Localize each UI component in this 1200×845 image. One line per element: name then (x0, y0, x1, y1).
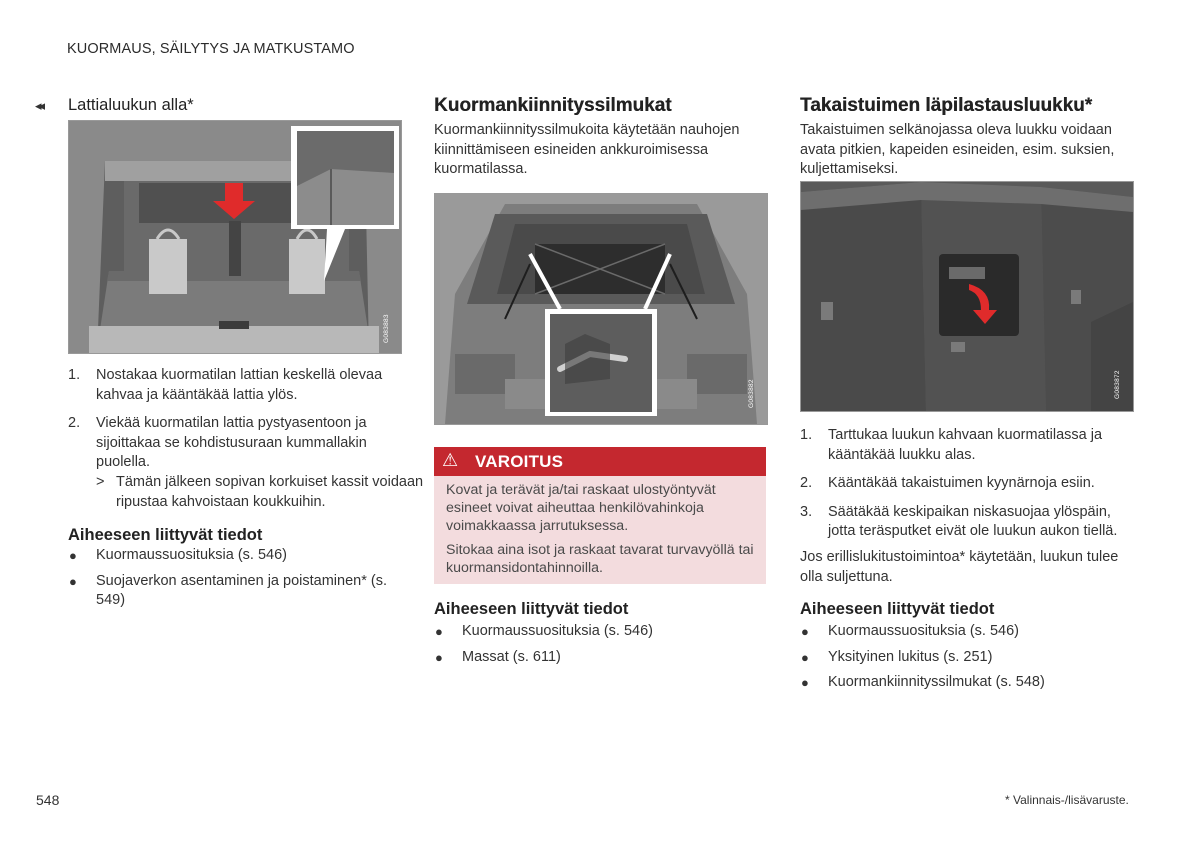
cargo-floor-illustration (69, 121, 401, 353)
bullet-icon: ● (801, 624, 809, 639)
step-result (68, 473, 436, 512)
warning-title: VAROITUS (475, 452, 564, 471)
related-link[interactable]: ● Massat (s. 611) (434, 648, 764, 668)
related-link[interactable]: ● Yksityinen lukitus (s. 251) (800, 648, 1135, 668)
step-text: Nostakaa kuormatilan lattian keskellä olevaa kahvaa ja kääntäkää lattia ylös. (96, 367, 383, 403)
col2-related-list (434, 622, 764, 673)
col1-title: Lattialuukun alla* (68, 96, 194, 114)
page-header: KUORMAUS, SÄILYTYS JA MATKUSTAMO (67, 41, 355, 57)
figure-code: G083872 (1114, 370, 1121, 399)
col1-steps (68, 366, 403, 482)
bullet-icon: ● (69, 548, 77, 563)
warning-body (434, 476, 766, 584)
col3-title: Takaistuimen läpilastausluukku* (800, 95, 1093, 116)
result-text: Tämän jälkeen sopivan korkuiset kassit voidaan ripustaa kahvoistaan koukkuihin. (116, 474, 424, 510)
bullet-icon: ● (435, 649, 443, 665)
col3-steps (800, 426, 1135, 551)
warning-text-2: Sitokaa aina isot ja raskaat tavarat turvavyöllä tai kuormansidontahinnoilla. (446, 542, 754, 576)
bullet-icon: ● (435, 624, 443, 639)
step-item: 2. Viekää kuormatilan lattia pystyasentoon ja sijoittakaa se kohdistusuraan kummallakin puolella. (68, 415, 367, 470)
bullet-icon: ● (69, 573, 77, 589)
related-link[interactable]: ● Kuormaussuosituksia (s. 546) (434, 622, 764, 642)
step-item: 1. Nostakaa kuormatilan lattian keskellä olevaa kahvaa ja kääntäkää lattia ylös. (68, 367, 383, 403)
step-text: Viekää kuormatilan lattia pystyasentoon ja sijoittakaa se kohdistusuraan kummallakin puolella. (96, 415, 367, 470)
figure-code: G083883 (383, 314, 390, 343)
hatch-illustration (801, 182, 1133, 411)
related-link[interactable]: ● Kuormaussuosituksia (s. 546) (68, 546, 398, 566)
col1-related-list (68, 546, 398, 617)
tie-down-eyelets-figure (434, 193, 768, 425)
col2-title: Kuormankiinnityssilmukat (434, 95, 672, 116)
footnote: * Valinnais-/lisävaruste. (1005, 793, 1129, 807)
related-link[interactable]: ● Kuormaussuosituksia (s. 546) (800, 622, 1135, 642)
figure-code: G083882 (748, 379, 755, 408)
bullet-icon: ● (801, 649, 809, 665)
warning-text-1: Kovat ja terävät ja/tai raskaat ulostyöntyvät esineet voivat aiheuttaa henkilövahinkoja voimakkaassa jarrutuksessa. (446, 482, 716, 534)
tie-down-illustration (435, 194, 767, 424)
step-item: 1. Tarttukaa luukun kahvaan kuormatilassa ja kääntäkää luukku alas. (800, 427, 1103, 463)
result-marker: > (96, 474, 105, 490)
col1-related-title: Aiheeseen liittyvät tiedot (68, 526, 263, 544)
col3-related-list (800, 622, 1135, 699)
related-link[interactable]: ● Kuormankiinnityssilmukat (s. 548) (800, 673, 1135, 693)
col3-intro: Takaistuimen selkänojassa oleva luukku voidaan avata pitkien, kapeiden esineiden, esim. suksien, kuljettamiseksi. (800, 122, 1115, 177)
step-item: 3. Säätäkää keskipaikan niskasuojaa ylöspäin, jotta teräsputket eivät ole luukun aukon tiellä. (800, 503, 1118, 539)
col3-note: Jos erillislukitustoimintoa* käytetään, luukun tulee olla suljettuna. (800, 549, 1119, 585)
step-text: Säätäkää keskipaikan niskasuojaa ylöspäin, jotta teräsputket eivät ole luukun aukon tiellä. (828, 503, 1118, 539)
step-item: 2. Kääntäkää takaistuimen kyynärnoja esiin. (800, 475, 1095, 491)
col2-related-title: Aiheeseen liittyvät tiedot (434, 600, 629, 618)
col3-related-title: Aiheeseen liittyvät tiedot (800, 600, 995, 618)
load-through-hatch-figure (800, 181, 1134, 412)
step-text: Kääntäkää takaistuimen kyynärnoja esiin. (828, 475, 1095, 491)
bullet-icon: ● (801, 675, 809, 690)
back-arrows-icon[interactable]: ◂◂ (35, 98, 43, 113)
related-link[interactable]: ● Suojaverkon asentaminen ja poistaminen* (s. 549) (69, 572, 387, 608)
page-number: 548 (36, 792, 60, 808)
step-text: Tarttukaa luukun kahvaan kuormatilassa ja kääntäkää luukku alas. (828, 427, 1103, 463)
warning-header (434, 447, 766, 476)
cargo-floor-figure (68, 120, 402, 354)
col2-intro: Kuormankiinnityssilmukoita käytetään nauhojen kiinnittämiseen esineiden ankkuroimisessa kuormatilassa. (434, 122, 740, 177)
warning-triangle-icon: ⚠ (442, 450, 459, 470)
